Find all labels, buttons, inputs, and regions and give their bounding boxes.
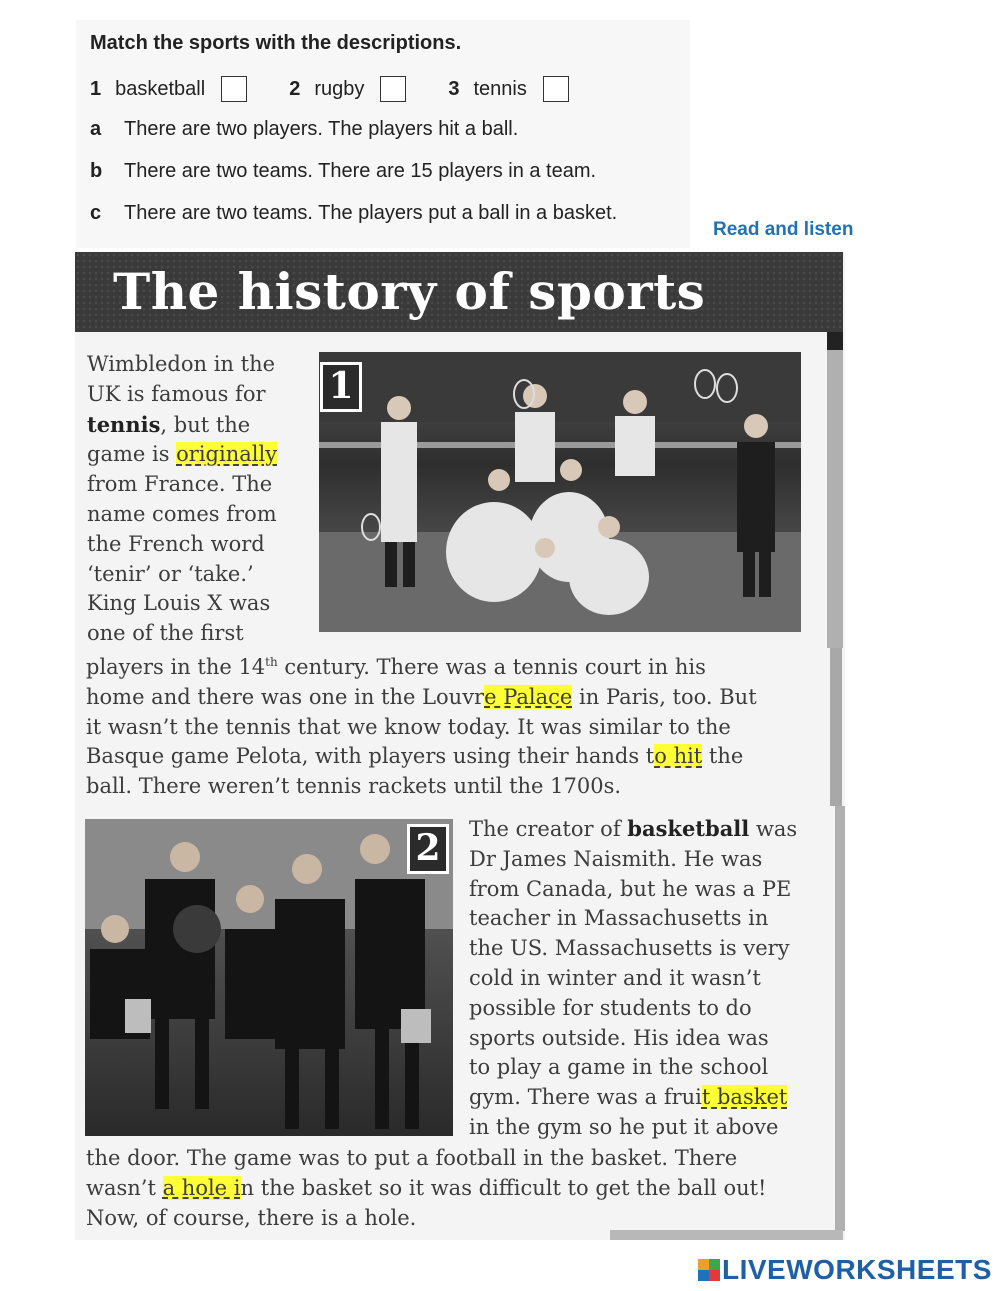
page-edge [835,806,845,1231]
read-and-listen-link[interactable]: Read and listen [713,219,854,240]
description-letter: b [90,160,103,182]
logo-square [698,1259,709,1270]
text-line [86,1174,766,1204]
text-segment: n the basket so it was difficult to get the ball out! [240,1175,767,1200]
page-edge [827,332,843,648]
answer-box-basketball[interactable] [221,76,247,102]
page-edge [830,648,842,806]
sport-number: 2 [289,77,301,100]
sport-item-rugby [289,76,406,102]
sport-name: basketball [115,77,206,100]
sport-item-tennis [448,76,569,102]
answer-box-tennis[interactable] [543,76,569,102]
text-segment: The creator of [469,817,628,841]
superscript: th [265,655,278,669]
text-line: to play a game in the school [469,1055,769,1080]
description-text: There are two players. The players hit a ball. [124,118,519,140]
bold-word: basketball [627,816,750,841]
liveworksheets-logo [698,1254,992,1286]
text-line: name comes from [87,501,277,526]
logo-square [709,1270,720,1281]
text-line [469,814,797,845]
text-segment: game is [87,442,177,467]
article [75,252,845,1240]
article-banner [75,252,843,332]
text-line: sports outside. His idea was [469,1025,769,1050]
text-segment: century. There was a tennis court in his [277,655,706,679]
text-line: UK is famous for [87,381,266,406]
highlighted-word[interactable]: t basket [701,1085,788,1110]
sport-number: 3 [448,77,460,100]
text-segment: the [702,744,744,769]
highlighted-word[interactable]: e Palace [484,684,573,709]
description-text: There are two teams. There are 15 players in a team. [124,160,597,182]
text-line: the door. The game was to put a football in the basket. There [86,1146,738,1170]
text-line: ball. There weren’t tennis rackets until the 1700s. [86,774,622,799]
paragraph-tennis-history [86,648,757,802]
matching-exercise [76,20,690,248]
text-line [86,648,757,683]
article-title: The history of sports [113,262,706,321]
paragraph-basketball-intro [469,814,797,1143]
highlighted-word[interactable]: originally [176,442,278,467]
text-segment: wasn’t [86,1175,163,1200]
sport-name: tennis [473,77,527,100]
logo-square [698,1270,709,1281]
text-line: Now, of course, there is a hole. [86,1205,417,1230]
paragraph-tennis-intro [87,350,277,649]
bold-word: tennis [87,411,161,437]
text-line: ‘tenir’ or ‘take.’ [87,561,254,586]
text-line [469,1083,797,1113]
logo-square [709,1259,720,1270]
text-segment: was [749,817,798,841]
highlighted-word[interactable]: o hit [654,744,703,769]
sport-item-basketball [90,76,247,102]
description-text: There are two teams. The players put a ball in a basket. [124,202,618,224]
sport-name: rugby [314,77,365,100]
description-b [90,160,596,183]
paragraph-basketball-history [86,1144,766,1233]
description-a [90,118,518,141]
text-segment: in Paris, too. But [572,684,757,709]
exercise-title: Match the sports with the descriptions. [90,32,462,54]
text-segment: , but the [160,412,251,437]
page-edge [827,332,843,350]
description-letter: c [90,202,102,224]
text-line [86,742,757,772]
text-line: from Canada, but he was a PE [469,876,792,901]
text-line [87,440,277,470]
logo-icon [698,1259,720,1281]
text-line: teacher in Massachusetts in [469,906,769,931]
text-line: it wasn’t the tennis that we know today. It was similar to the [86,714,731,739]
text-segment: home and there was one in the Louvr [86,684,485,709]
answer-box-rugby[interactable] [380,76,406,102]
text-line: cold in winter and it wasn’t [469,965,761,990]
text-segment: Basque game Pelota, with players using their hands t [86,744,655,769]
sports-list [90,74,611,104]
text-line [86,683,757,713]
text-line: in the gym so he put it above [469,1114,779,1139]
photo-number-badge: 2 [407,824,449,874]
text-line: from France. The [87,472,273,497]
description-letter: a [90,118,102,140]
text-line: Wimbledon in the [87,352,276,376]
logo-text: LIVEWORKSHEETS [722,1254,992,1285]
text-segment: gym. There was a frui [469,1085,702,1110]
text-segment: players in the 14 [86,655,266,679]
photo-number-badge: 1 [320,362,362,412]
text-line: one of the first [87,621,244,646]
text-line [87,410,277,441]
tennis-players-photo [319,352,801,632]
description-c [90,202,617,225]
sport-number: 1 [90,77,102,100]
text-line: King Louis X was [87,591,271,616]
highlighted-word[interactable]: a hole i [162,1175,241,1200]
text-line: the US. Massachusetts is very [469,936,790,961]
text-line: possible for students to do [469,995,752,1020]
basketball-team-photo [85,819,453,1136]
text-line: Dr James Naismith. He was [469,846,763,871]
text-line: the French word [87,531,265,556]
